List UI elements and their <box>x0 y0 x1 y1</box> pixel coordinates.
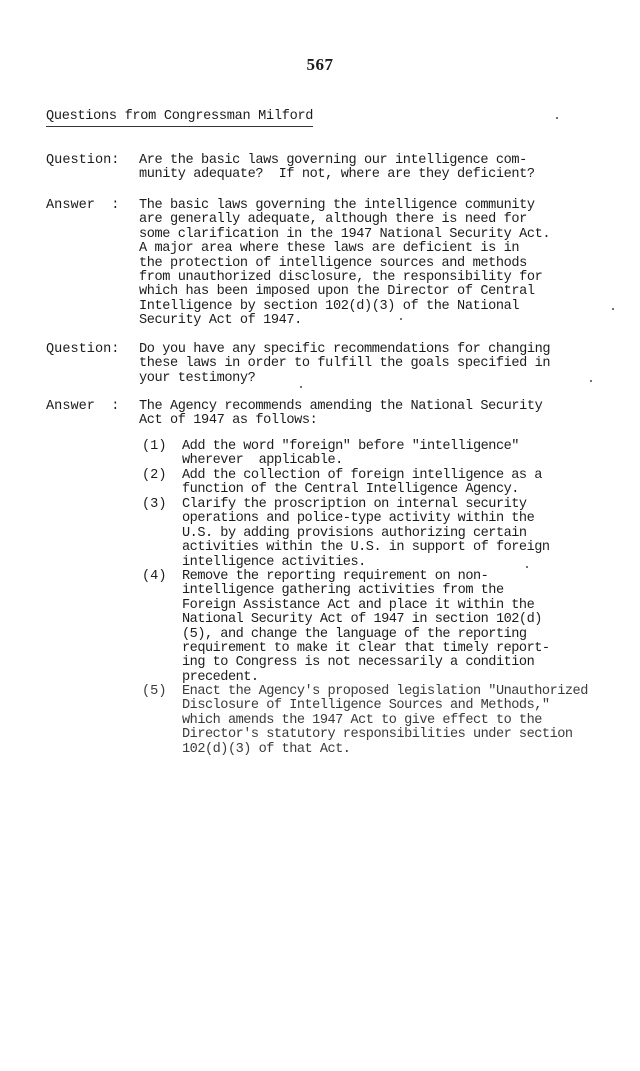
recommendation-text: Add the word "foreign" before "intelligence" wherever applicable. <box>182 439 519 469</box>
recommendation-number: (1) <box>142 439 167 454</box>
answer-label: Answer : <box>46 399 120 414</box>
scan-speck <box>300 386 302 388</box>
scan-speck <box>612 308 614 310</box>
recommendation-number: (4) <box>142 569 167 584</box>
recommendation-number: (2) <box>142 468 167 483</box>
recommendation-text: Remove the reporting requirement on non- intelligence gathering activities from the Foreign Assistance Act and place it within the National Security Act of 1947 in section 102(d) (5), and change the language of the reporting requirement to make it clear that timely report- ing to Congress is not necessarily a condition precedent. <box>182 569 550 685</box>
recommendation-text: Enact the Agency's proposed legislation "Unauthorized Disclosure of Intelligence Sources and Methods," which amends the 1947 Act to give effect to the Director's statutory responsibilities under section 102(d)(3) of that Act. <box>182 684 588 757</box>
section-heading: Questions from Congressman Milford <box>46 110 313 127</box>
scan-speck <box>590 380 592 382</box>
answer-text: The Agency recommends amending the National Security Act of 1947 as follows: <box>139 399 543 429</box>
scan-speck <box>526 566 528 568</box>
answer-text: The basic laws governing the intelligence community are generally adequate, although there is need for some clarification in the 1947 National Security Act. A major area where these laws are deficient is in the protection of intelligence sources and methods from unauthorized disclosure, the responsibility for which has been imposed upon the Director of Central Intelligence by section 102(d)(3) of the National Security Act of 1947. <box>139 198 551 329</box>
recommendation-text: Add the collection of foreign intelligence as a function of the Central Intelligence Agency. <box>182 468 542 498</box>
question-label: Question: <box>46 342 120 357</box>
scan-speck <box>556 117 558 119</box>
page-number: 567 <box>306 55 334 74</box>
question-text: Are the basic laws governing our intelligence com- munity adequate? If not, where are they deficient? <box>139 153 535 183</box>
question-text: Do you have any specific recommendations for changing these laws in order to fulfill the goals specified in your testimony? <box>139 342 551 386</box>
scan-speck <box>400 318 402 320</box>
recommendation-number: (3) <box>142 497 167 512</box>
answer-label: Answer : <box>46 198 120 213</box>
recommendation-text: Clarify the proscription on internal security operations and police-type activity within the U.S. by adding provisions authorizing certain activities within the U.S. in support of foreign intelligence activities. <box>182 497 550 570</box>
question-label: Question: <box>46 153 120 168</box>
recommendation-number: (5) <box>142 684 167 699</box>
